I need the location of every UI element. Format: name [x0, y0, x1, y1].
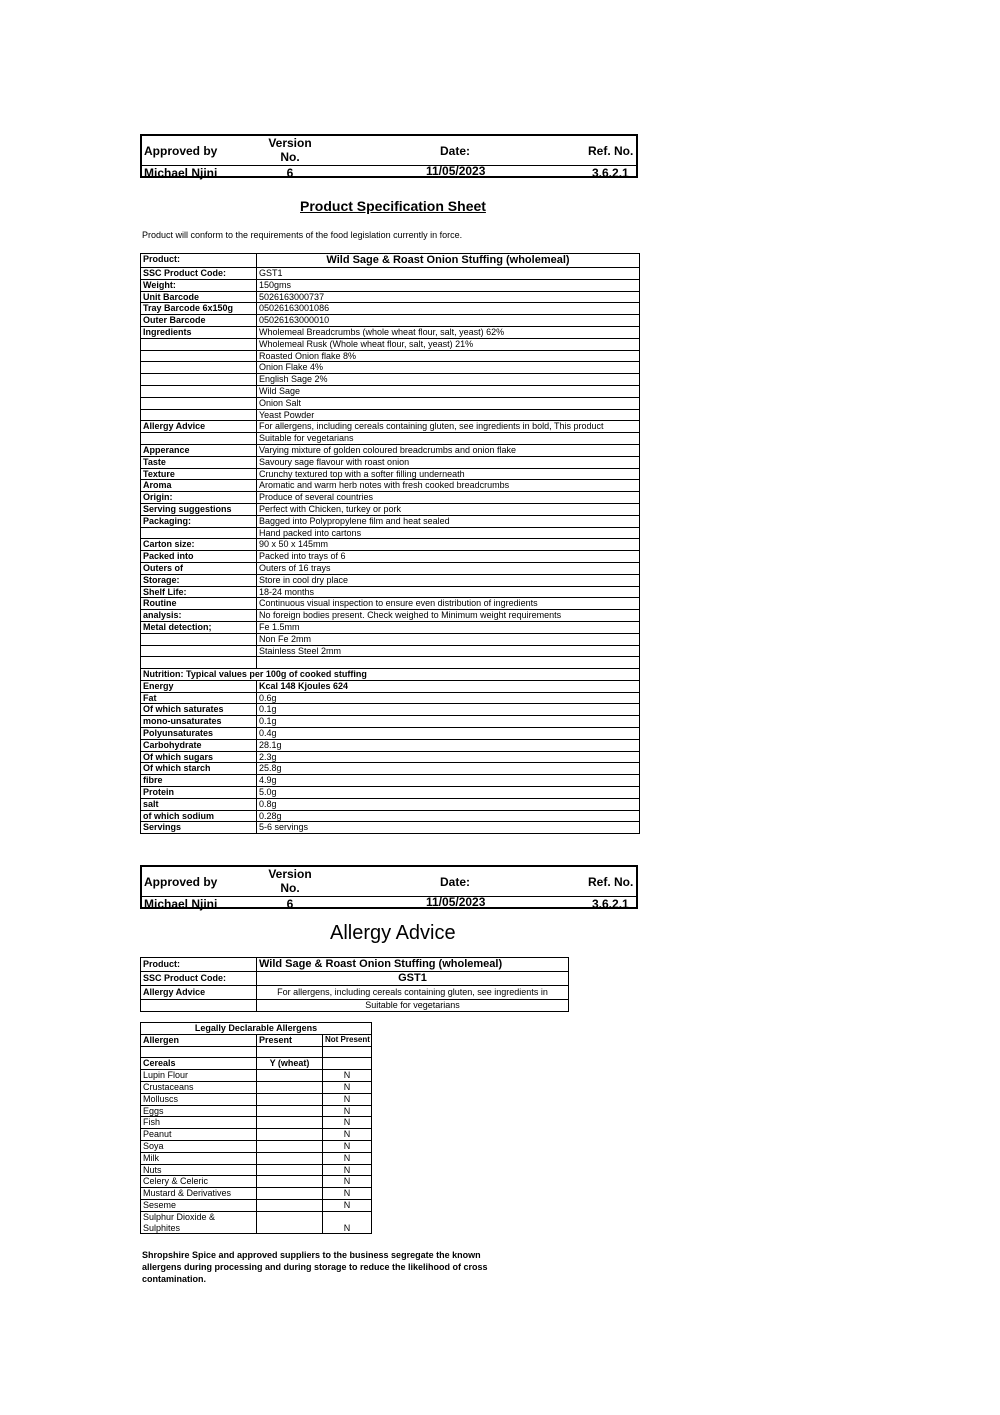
version-label: Version No.: [268, 136, 312, 164]
spec-row: [141, 562, 640, 574]
spec-product-label: Product:: [141, 254, 257, 268]
spec-label: [141, 374, 257, 386]
spec-label: Outers of: [141, 562, 257, 574]
spec-label: of which sodium: [141, 810, 257, 822]
spec-row: [141, 739, 640, 751]
spec-value: Stainless Steel 2mm: [257, 645, 640, 657]
allergen-name: Sulphur Dioxide & Sulphites: [141, 1211, 257, 1234]
allergen-row: [141, 1199, 372, 1211]
spec-value: No foreign bodies present. Check weighed to Minimum weight requirements: [257, 610, 640, 622]
spec-row: [141, 492, 640, 504]
spec-value: 0.1g: [257, 704, 640, 716]
spec-product-row: [141, 254, 640, 268]
spec-label: Serving suggestions: [141, 503, 257, 515]
spec-row: [141, 574, 640, 586]
spec-label: Packed into: [141, 551, 257, 563]
allergen-row: [141, 1058, 372, 1070]
allergen-name: Fish: [141, 1117, 257, 1129]
spec-row: [141, 775, 640, 787]
spec-label: [141, 409, 257, 421]
spec-label: [141, 527, 257, 539]
spec-label: [141, 362, 257, 374]
spec-label: [141, 633, 257, 645]
allergen-not-present: N: [323, 1129, 372, 1141]
spec-product-name: Wild Sage & Roast Onion Stuffing (wholemeal): [257, 254, 640, 268]
version-value: 6: [286, 897, 294, 911]
spec-row: [141, 326, 640, 338]
spec-row: [141, 456, 640, 468]
spec-value: Wholemeal Rusk (Whole wheat flour, salt, yeast) 21%: [257, 338, 640, 350]
spec-value: 5-6 servings: [257, 822, 640, 834]
spec-value: 0.1g: [257, 716, 640, 728]
spec-row: [141, 645, 640, 657]
spec-row: [141, 810, 640, 822]
allergen-name: Milk: [141, 1152, 257, 1164]
spec-value: Crunchy textured top with a softer filling underneath: [257, 468, 640, 480]
allergen-column-header: Allergen: [141, 1034, 257, 1046]
allergen-name: Nuts: [141, 1164, 257, 1176]
allergen-not-present: N: [323, 1081, 372, 1093]
spec-label: Taste: [141, 456, 257, 468]
allergen-name: Lupin Flour: [141, 1070, 257, 1082]
spec-row: [141, 527, 640, 539]
spec-row: [141, 551, 640, 563]
summary-advice-line1: For allergens, including cereals containing gluten, see ingredients in: [257, 986, 569, 1000]
spec-label: Allergy Advice: [141, 421, 257, 433]
allergen-name: Celery & Celeric: [141, 1176, 257, 1188]
approved-by-label: Approved by: [144, 144, 218, 158]
allergen-present: [257, 1211, 323, 1234]
spec-value: Produce of several countries: [257, 492, 640, 504]
spec-label: Of which starch: [141, 763, 257, 775]
spec-label: [141, 645, 257, 657]
allergen-spacer-cell: [323, 1046, 372, 1058]
spec-label: Packaging:: [141, 515, 257, 527]
spec-value: [257, 657, 640, 669]
spec-value: Non Fe 2mm: [257, 633, 640, 645]
spec-label: Carton size:: [141, 539, 257, 551]
ref-value: 3.6.2.1: [592, 166, 629, 180]
allergen-not-present: N: [323, 1164, 372, 1176]
spec-row: [141, 515, 640, 527]
spec-row: [141, 444, 640, 456]
spec-row: [141, 610, 640, 622]
spec-value: Packed into trays of 6: [257, 551, 640, 563]
allergen-row: [141, 1105, 372, 1117]
spec-label: Texture: [141, 468, 257, 480]
spec-label: Fat: [141, 692, 257, 704]
allergen-not-present: N: [323, 1152, 372, 1164]
spec-label: Protein: [141, 787, 257, 799]
spec-row: [141, 704, 640, 716]
spec-row: [141, 362, 640, 374]
spec-label: Carbohydrate: [141, 739, 257, 751]
spec-value: Onion Flake 4%: [257, 362, 640, 374]
spec-row: [141, 397, 640, 409]
approved-by-value: Michael Njini: [144, 897, 218, 911]
spec-label: [141, 338, 257, 350]
spec-label: [141, 433, 257, 445]
spec-label: [141, 397, 257, 409]
spec-value: 25.8g: [257, 763, 640, 775]
spec-value: Suitable for vegetarians: [257, 433, 640, 445]
allergen-spacer-cell: [257, 1046, 323, 1058]
spec-value: Wild Sage: [257, 385, 640, 397]
allergen-row: [141, 1164, 372, 1176]
allergen-heading: Legally Declarable Allergens: [141, 1023, 372, 1035]
allergen-present: [257, 1176, 323, 1188]
allergen-name: Mustard & Derivatives: [141, 1188, 257, 1200]
allergen-not-present: N: [323, 1105, 372, 1117]
allergen-row: [141, 1081, 372, 1093]
allergen-row: [141, 1176, 372, 1188]
spec-row: [141, 751, 640, 763]
spec-label: Origin:: [141, 492, 257, 504]
version-label: Version No.: [268, 867, 312, 895]
spec-value: Store in cool dry place: [257, 574, 640, 586]
version-value: 6: [286, 166, 294, 180]
spec-row: [141, 409, 640, 421]
summary-advice-line2: Suitable for vegetarians: [257, 1000, 569, 1012]
spec-row: [141, 350, 640, 362]
spec-label: SSC Product Code:: [141, 268, 257, 280]
spec-value: GST1: [257, 268, 640, 280]
date-value: 11/05/2023: [426, 895, 486, 909]
allergen-row: [141, 1188, 372, 1200]
spec-label: analysis:: [141, 610, 257, 622]
allergen-table: [140, 1022, 372, 1234]
spec-row: [141, 374, 640, 386]
spec-value: Hand packed into cartons: [257, 527, 640, 539]
spec-row: [141, 503, 640, 515]
spec-value: 0.6g: [257, 692, 640, 704]
approval-header-top: [140, 134, 638, 178]
spec-value: 2.3g: [257, 751, 640, 763]
allergen-row: [141, 1093, 372, 1105]
spec-value: 28.1g: [257, 739, 640, 751]
spec-row: [141, 763, 640, 775]
date-label: Date:: [440, 144, 471, 158]
spec-value: 4.9g: [257, 775, 640, 787]
allergen-not-present: N: [323, 1070, 372, 1082]
allergen-not-present: N: [323, 1176, 372, 1188]
date-value: 11/05/2023: [426, 164, 486, 178]
spec-value: Varying mixture of golden coloured breadcrumbs and onion flake: [257, 444, 640, 456]
allergen-present: [257, 1164, 323, 1176]
allergen-present: [257, 1093, 323, 1105]
spec-row: [141, 822, 640, 834]
present-column-header: Present: [257, 1034, 323, 1046]
spec-row: [141, 669, 640, 681]
not-present-column-header: Not Present: [323, 1034, 372, 1046]
spec-value: 5026163000737: [257, 291, 640, 303]
spec-value: Bagged into Polypropylene film and heat sealed: [257, 515, 640, 527]
spec-label: Apperance: [141, 444, 257, 456]
segregation-footer-note: Shropshire Spice and approved suppliers to the business segregate the known allergens during processing and during storage to reduce the likelihood of cross contamination.: [142, 1250, 488, 1284]
spec-label: [141, 657, 257, 669]
spec-value: 0.4g: [257, 728, 640, 740]
spec-value: For allergens, including cereals containing gluten, see ingredients in bold, This product: [257, 421, 640, 433]
spec-value: English Sage 2%: [257, 374, 640, 386]
spec-value: 05026163001086: [257, 303, 640, 315]
allergen-row: [141, 1129, 372, 1141]
spec-label: Tray Barcode 6x150g: [141, 303, 257, 315]
spec-row: [141, 787, 640, 799]
summary-code-value: GST1: [257, 972, 569, 986]
spec-value: 05026163000010: [257, 315, 640, 327]
approval-header-bottom: [140, 865, 638, 909]
allergen-not-present: N: [323, 1093, 372, 1105]
spec-value: Continuous visual inspection to ensure even distribution of ingredients: [257, 598, 640, 610]
spec-row: [141, 315, 640, 327]
allergen-present: [257, 1152, 323, 1164]
allergen-row: [141, 1070, 372, 1082]
spec-row: [141, 598, 640, 610]
allergen-present: [257, 1117, 323, 1129]
spec-label: Polyunsaturates: [141, 728, 257, 740]
spec-row: [141, 480, 640, 492]
spec-label: Unit Barcode: [141, 291, 257, 303]
allergen-row: [141, 1211, 372, 1234]
spec-row: [141, 716, 640, 728]
spec-value: Kcal 148 Kjoules 624: [257, 680, 640, 692]
spec-label: Outer Barcode: [141, 315, 257, 327]
page-title: Product Specification Sheet: [300, 198, 486, 214]
ref-value: 3.6.2.1: [592, 897, 629, 911]
allergy-summary-table: [140, 957, 569, 1012]
allergen-present: [257, 1081, 323, 1093]
spec-row: [141, 680, 640, 692]
spec-value: Fe 1.5mm: [257, 621, 640, 633]
spec-value: 90 x 50 x 145mm: [257, 539, 640, 551]
spec-value: Perfect with Chicken, turkey or pork: [257, 503, 640, 515]
spec-row: [141, 692, 640, 704]
spec-label: Metal detection;: [141, 621, 257, 633]
spec-row: [141, 539, 640, 551]
spec-row: [141, 657, 640, 669]
spec-label: Energy: [141, 680, 257, 692]
summary-empty-cell: [141, 1000, 257, 1012]
summary-product-label: Product:: [141, 958, 257, 972]
ref-label: Ref. No.: [588, 875, 634, 889]
spec-row: [141, 586, 640, 598]
spec-value: Yeast Powder: [257, 409, 640, 421]
allergen-name: Crustaceans: [141, 1081, 257, 1093]
summary-advice-label: Allergy Advice: [141, 986, 257, 1000]
approved-by-label: Approved by: [144, 875, 218, 889]
spec-row: [141, 385, 640, 397]
ref-label: Ref. No.: [588, 144, 634, 158]
allergen-row: [141, 1140, 372, 1152]
allergen-row: [141, 1152, 372, 1164]
spec-value: Roasted Onion flake 8%: [257, 350, 640, 362]
spec-row: [141, 291, 640, 303]
date-label: Date:: [440, 875, 471, 889]
spec-label: Shelf Life:: [141, 586, 257, 598]
spec-label: Routine: [141, 598, 257, 610]
spec-row: [141, 468, 640, 480]
spec-label: [141, 385, 257, 397]
spec-value: 0.8g: [257, 798, 640, 810]
spec-row: [141, 338, 640, 350]
conformance-note: Product will conform to the requirements of the food legislation currently in force.: [142, 230, 463, 240]
summary-product-name: Wild Sage & Roast Onion Stuffing (wholemeal): [257, 958, 569, 972]
spec-row: [141, 268, 640, 280]
allergen-not-present: N: [323, 1188, 372, 1200]
spec-row: [141, 728, 640, 740]
allergen-present: [257, 1105, 323, 1117]
allergy-advice-title: Allergy Advice: [330, 922, 456, 944]
allergen-spacer-cell: [141, 1046, 257, 1058]
spec-label: [141, 350, 257, 362]
spec-label: Ingredients: [141, 326, 257, 338]
spec-value: 150gms: [257, 279, 640, 291]
spec-value: 5.0g: [257, 787, 640, 799]
allergen-present: [257, 1070, 323, 1082]
spec-label: fibre: [141, 775, 257, 787]
spec-value: 18-24 months: [257, 586, 640, 598]
allergen-name: Eggs: [141, 1105, 257, 1117]
spec-label: Weight:: [141, 279, 257, 291]
allergen-name: Peanut: [141, 1129, 257, 1141]
spec-value: Outers of 16 trays: [257, 562, 640, 574]
summary-code-label: SSC Product Code:: [141, 972, 257, 986]
allergen-not-present: N: [323, 1211, 372, 1234]
allergen-not-present: N: [323, 1140, 372, 1152]
spec-row: [141, 798, 640, 810]
allergen-present: Y (wheat): [257, 1058, 323, 1070]
allergen-not-present: N: [323, 1117, 372, 1129]
spec-value: Aromatic and warm herb notes with fresh cooked breadcrumbs: [257, 480, 640, 492]
spec-row: [141, 279, 640, 291]
allergen-present: [257, 1188, 323, 1200]
spec-row: [141, 421, 640, 433]
spec-row: [141, 303, 640, 315]
spec-label: salt: [141, 798, 257, 810]
allergen-name: Seseme: [141, 1199, 257, 1211]
spec-label: Servings: [141, 822, 257, 834]
spec-row: [141, 633, 640, 645]
allergen-not-present: N: [323, 1199, 372, 1211]
spec-label: Aroma: [141, 480, 257, 492]
allergen-not-present: [323, 1058, 372, 1070]
allergen-present: [257, 1129, 323, 1141]
spec-row: [141, 433, 640, 445]
spec-label: Of which sugars: [141, 751, 257, 763]
spec-label: Storage:: [141, 574, 257, 586]
nutrition-header: Nutrition: Typical values per 100g of cooked stuffing: [141, 669, 640, 681]
allergen-present: [257, 1199, 323, 1211]
spec-label: Of which saturates: [141, 704, 257, 716]
spec-label: mono-unsaturates: [141, 716, 257, 728]
spec-value: Onion Salt: [257, 397, 640, 409]
allergen-row: [141, 1117, 372, 1129]
allergen-name: Soya: [141, 1140, 257, 1152]
allergen-name: Cereals: [141, 1058, 257, 1070]
spec-row: [141, 621, 640, 633]
spec-value: Wholemeal Breadcrumbs (whole wheat flour, salt, yeast) 62%: [257, 326, 640, 338]
spec-value: 0.28g: [257, 810, 640, 822]
specification-table: [140, 253, 640, 834]
allergen-present: [257, 1140, 323, 1152]
allergen-name: Molluscs: [141, 1093, 257, 1105]
spec-value: Savoury sage flavour with roast onion: [257, 456, 640, 468]
approved-by-value: Michael Njini: [144, 166, 218, 180]
